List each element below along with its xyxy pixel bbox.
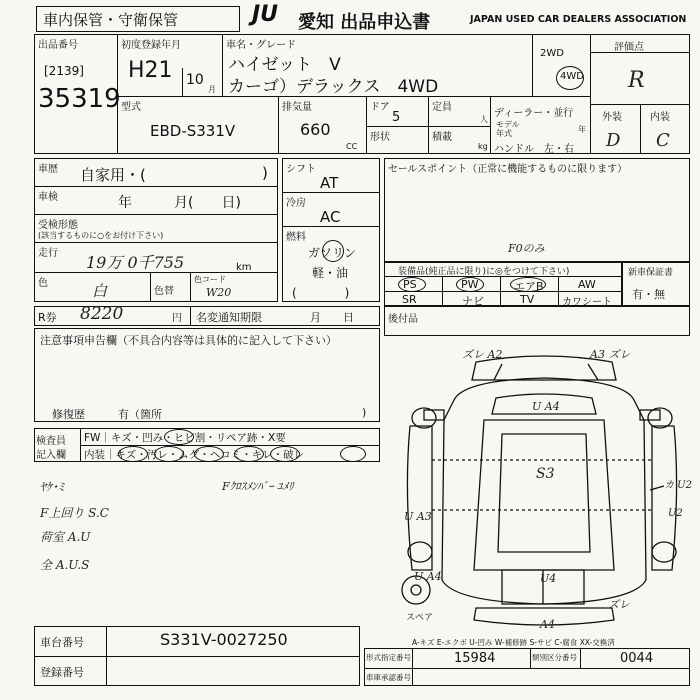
inspector-note-1: Fｸﾛｽﾒﾝﾊﾞｰ ﾕﾒﾘ — [222, 480, 294, 493]
equipment-circle-1 — [456, 277, 484, 292]
notes-label: 注意事項申告欄（不具合内容等は具体的に記入して下さい） — [40, 334, 337, 347]
inspector-circle-int-3 — [194, 446, 224, 462]
fuel-label: 燃料 — [286, 232, 306, 243]
drive-4wd: 4WD — [560, 71, 584, 82]
damage-left: U A3 — [404, 510, 432, 523]
name-change-label: 名変通知期限 — [196, 311, 262, 324]
lot-number: 35319 — [38, 84, 121, 114]
postfit-block — [384, 306, 690, 336]
displacement: 660 — [300, 120, 331, 139]
damage-rear-left: U A4 — [414, 570, 442, 583]
reg-label: 登録番号 — [40, 666, 84, 679]
mileage-value: 19万 0千755 — [86, 253, 185, 272]
fuel-circle — [322, 240, 344, 262]
exterior-value: D — [606, 130, 621, 151]
shape-label: 形状 — [370, 132, 390, 143]
damage-rear: U4 — [540, 572, 557, 585]
equipment-item-2: エアB — [514, 280, 544, 293]
color-code-label: 色コード — [194, 275, 226, 284]
name-change-unit: 月 日 — [310, 311, 354, 324]
recycle-amount: 8220 — [80, 304, 124, 324]
equipment-item-6: TV — [520, 293, 535, 306]
lot-sub-number: [2139] — [44, 64, 84, 78]
class-label: 類別区分番号 — [532, 653, 577, 662]
registration-month: 10 — [186, 72, 204, 88]
model-grade-line2: カーゴ）デラックス 4WD — [228, 77, 439, 97]
fuel-paren: ( ) — [292, 286, 350, 300]
recycle-label: R券 — [38, 311, 57, 324]
doors-value: 5 — [392, 110, 401, 125]
class-value: 0044 — [620, 651, 654, 666]
capacity-unit: 人 — [480, 115, 488, 124]
fuel-alt: 軽・油 — [312, 266, 349, 280]
interior-value: C — [656, 130, 670, 151]
inspection-value: 年 月( 日) — [118, 195, 241, 211]
damage-legend: A-キズ E-エクボ U-凹み W-補修跡 S-サビ C-腐食 XX-交換済 — [412, 638, 615, 647]
inspector-circle-int-5 — [270, 446, 300, 462]
sales-points-label: セールスポイント（正常に機能するものに限ります） — [388, 164, 628, 175]
usage-label: 車歴 — [38, 164, 58, 175]
registration-month-unit: 月 — [208, 85, 216, 94]
repair-label: 修復歴 — [52, 408, 85, 421]
form-title: 愛知 出品申込書 — [298, 12, 431, 33]
sales-points-note: F0のみ — [508, 242, 545, 255]
usage-value: 自家用・( — [80, 166, 146, 184]
repair-value: 有（箇所 — [118, 408, 162, 421]
grade-label: 評価点 — [614, 42, 644, 53]
displacement-unit: CC — [346, 142, 358, 151]
equipment-item-4: SR — [402, 293, 417, 306]
equipment-item-3: AW — [578, 278, 596, 291]
inspector-circle-int-6 — [340, 446, 366, 462]
damage-right-top: カ U2 — [664, 480, 692, 491]
mileage-label: 走行 — [38, 248, 58, 259]
inspector-circle-fw — [164, 429, 194, 445]
equipment-item-0: PS — [403, 278, 417, 291]
model-code-label: 型式 — [121, 102, 141, 113]
postfit-label: 後付品 — [388, 314, 418, 325]
model-year-label-2: 年式 — [496, 129, 512, 138]
doors-label: ドア — [370, 102, 390, 113]
equipment-label: 装備品(純正品に限り)に◎をつけて下さい) — [398, 267, 570, 277]
damage-front-left: ズレ A2 — [462, 348, 503, 361]
inspector-label-1: 検査員 — [36, 436, 66, 447]
fuel-value: ガソリン — [308, 246, 357, 260]
interior-label: 内装 — [650, 112, 670, 123]
storage-tab — [36, 6, 240, 32]
registration-era-year: H21 — [128, 58, 173, 83]
handle-label: ハンドル 左・右 — [494, 144, 574, 155]
damage-front-right: A3 ズレ — [590, 348, 631, 361]
model-code: EBD-S331V — [150, 122, 236, 140]
model-year-label: モデル — [496, 120, 520, 129]
recycle-unit: 円 — [172, 313, 182, 324]
damage-spare: スペア — [406, 613, 434, 623]
color-value: 白 — [92, 282, 108, 300]
color-code-value: W20 — [206, 286, 232, 299]
inspector-interior-row: 内装｜キズ・汚レ・ムグ・ヘコミ・キレ・破レ — [84, 449, 305, 461]
mileage-unit: km — [236, 262, 252, 273]
equipment-circle-0 — [398, 277, 426, 292]
inspector-note-3: 荷室 A.U — [40, 530, 91, 544]
inspector-fw-row: FW｜キズ・凹み・ヒビ割・リペア跡・X要 — [84, 432, 286, 444]
inspection-label: 車検 — [38, 192, 58, 203]
inspector-note-0: ﾔｹ･ﾐ — [40, 480, 65, 494]
capacity-label: 定員 — [432, 102, 452, 113]
model-grade-line1: ハイゼット V — [228, 55, 341, 75]
warranty-label: 新車保証書 — [628, 268, 674, 278]
storage-tab-label: 車内保管・守衛保管 — [43, 11, 179, 29]
type-value: 15984 — [454, 651, 496, 666]
shift-label: シフト — [286, 164, 316, 175]
ju-logo-text: JU — [252, 2, 279, 27]
transfer-label: 受検形態 — [38, 220, 78, 231]
inspector-note-4: 全 A.U.S — [40, 558, 90, 572]
color-change-label: 色替 — [154, 286, 174, 297]
equipment-item-5: ナビ — [462, 295, 484, 308]
displacement-label: 排気量 — [282, 102, 312, 113]
damage-rear-right: ズレ — [608, 598, 630, 611]
grade-value: R — [628, 68, 645, 93]
shift-value: AT — [320, 174, 339, 192]
dealer-label: ディーラー・並行 — [494, 108, 574, 119]
ac-label: 冷房 — [286, 198, 306, 209]
ju-logo — [252, 2, 296, 30]
inspector-note-2: F上回り S.C — [40, 506, 109, 520]
damage-tail: A4 — [540, 618, 555, 631]
chassis-label: 車台番号 — [40, 636, 84, 649]
form-title-en: JAPAN USED CAR DEALERS ASSOCIATION — [470, 14, 687, 25]
drive-2wd: 2WD — [540, 48, 564, 59]
car-damage-diagram — [384, 340, 700, 630]
color-label: 色 — [38, 278, 48, 289]
transfer-note: (該当するものに○をお付け下さい) — [38, 231, 164, 240]
vehicle-label: 車庫承認番号 — [366, 673, 411, 682]
load-label: 積載 — [432, 132, 452, 143]
inspector-label-2: 記入欄 — [36, 450, 66, 461]
inspector-circle-int-1 — [118, 446, 148, 462]
ac-value: AC — [320, 208, 341, 226]
type-label: 形式指定番号 — [366, 653, 411, 662]
exterior-label: 外装 — [602, 112, 622, 123]
equipment-item-7: カワシート — [562, 297, 612, 308]
equipment-item-1: PW — [461, 278, 479, 291]
inspector-circle-int-4 — [234, 446, 264, 462]
model-grade-label: 車名・グレード — [226, 40, 296, 51]
registration-label: 初度登録年月 — [121, 40, 181, 51]
damage-cabin: S3 — [536, 466, 555, 482]
warranty-value: 有・無 — [632, 288, 665, 301]
load-unit: kg — [478, 142, 488, 151]
damage-hood: U A4 — [532, 400, 560, 413]
inspector-circle-int-2 — [154, 446, 184, 462]
model-year-unit: 年 — [578, 125, 586, 134]
equipment-circle-2 — [510, 277, 546, 292]
usage-paren-close: ) — [262, 164, 268, 182]
lot-label: 出品番号 — [38, 40, 78, 51]
damage-right-bottom: U2 — [668, 508, 683, 519]
chassis-value: S331V-0027250 — [160, 630, 288, 649]
repair-paren-close: ) — [362, 406, 367, 419]
